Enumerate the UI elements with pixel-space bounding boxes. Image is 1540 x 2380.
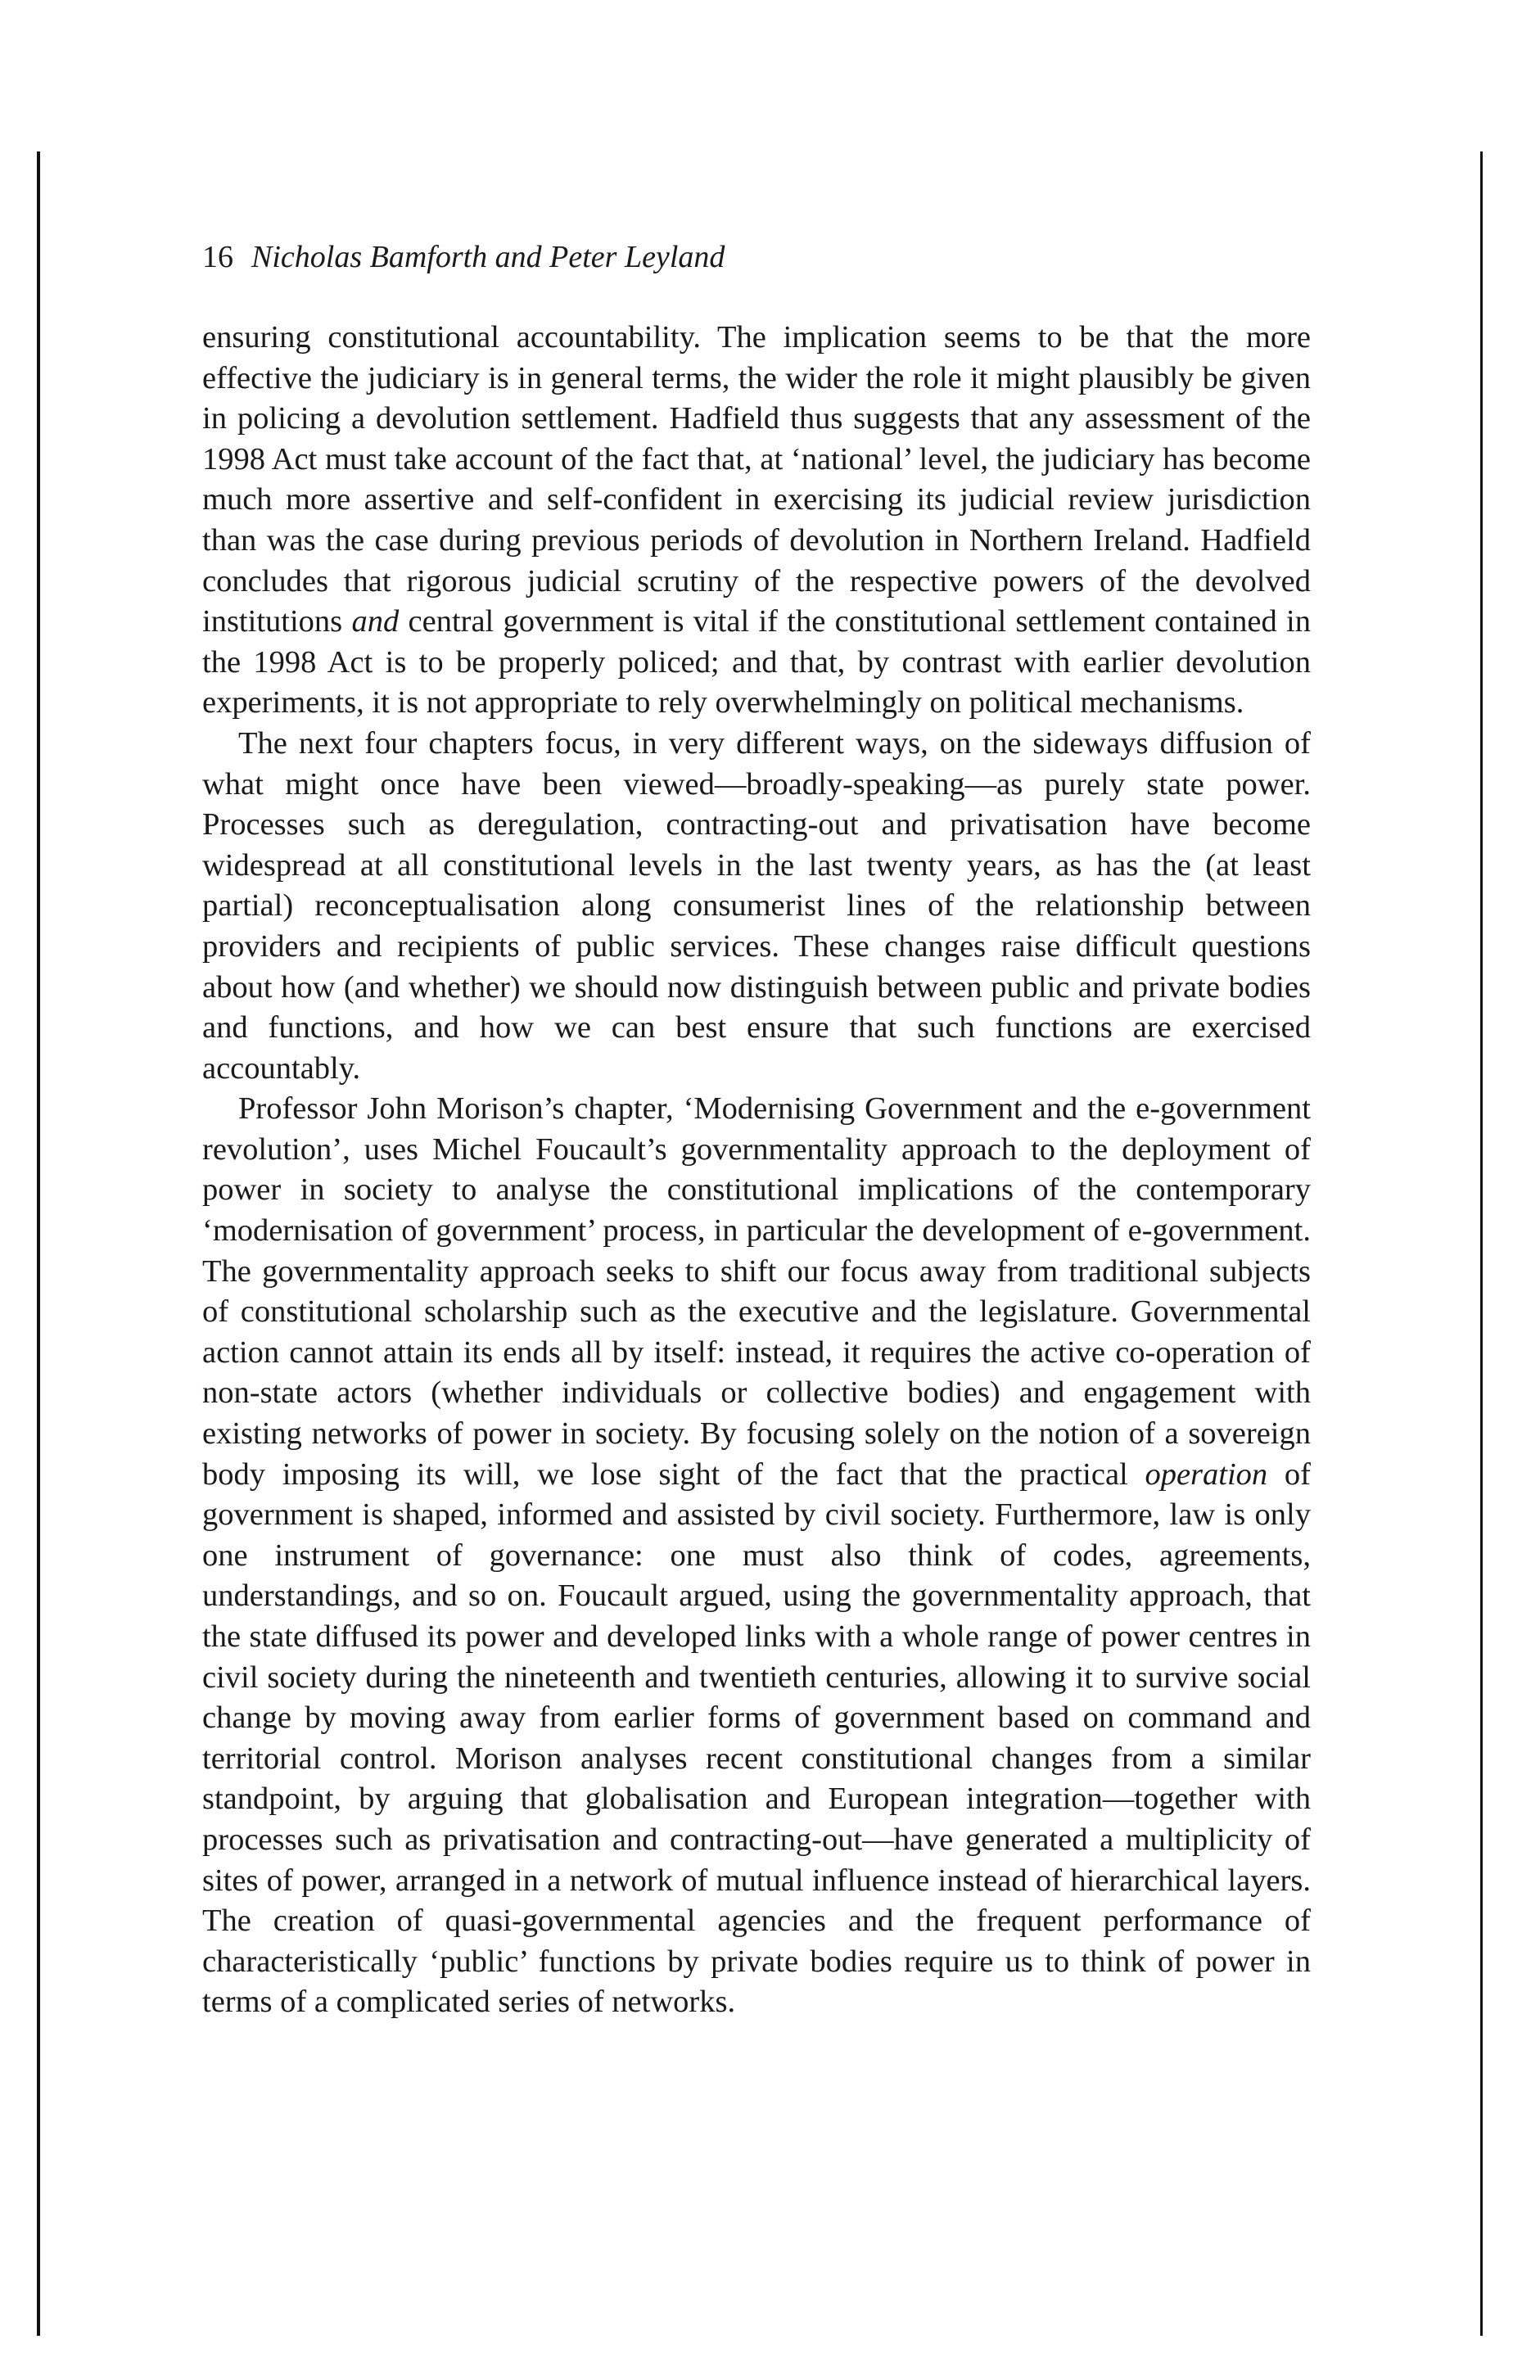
text-segment: central government is vital if the constitutional settlement contained in the 1998 Act is to be properly policed; and that, by contrast with earlier devolution experiments, it is not appropriate to rely overwhelmingly on political mechanisms. bbox=[202, 604, 1311, 720]
paragraph-3 bbox=[202, 1089, 1311, 2023]
page-number: 16 bbox=[202, 240, 233, 274]
page-header bbox=[202, 237, 725, 277]
left-margin-rule bbox=[37, 151, 40, 2336]
paragraph-2: The next four chapters focus, in very different ways, on the sideways diffusion of what might once have been viewed—broadly-speaking—as purely state power. Processes such as deregulation, contracting-out and privatisation have become widespread at all constitutional levels in the last twenty years, as has the (at least partial) reconceptualisation along consumerist lines of the relationship between providers and recipients of public services. These changes raise difficult questions about how (and whether) we should now distinguish between public and private bodies and functions, and how we can best ensure that such functions are exercised accountably. bbox=[202, 725, 1311, 1086]
text-segment: of government is shaped, informed and assisted by civil society. Furthermore, law is only one instrument of governance: one must also think of codes, agreements, understandings, and so on. Foucault argued, using the governmentality approach, that the state diffused its power and developed links with a whole range of power centres in civil society during the nineteenth and twentieth centuries, allowing it to survive social change by moving away from earlier forms of government based on command and territorial control. Morison analyses recent constitutional changes from a similar standpoint, by arguing that globalisation and European integration—together with processes such as privatisation and contracting-out—have generated a multiplicity of sites of power, arranged in a network of mutual influence instead of hierarchical layers. The creation of quasi-governmental agencies and the frequent performance of characteristically ‘public’ functions by private bodies require us to think of power in terms of a complicated series of networks. bbox=[202, 1456, 1311, 2020]
text-segment: ensuring constitutional accountability. The implication seems to be that the more effective the judiciary is in general terms, the wider the role it might plausibly be given in policing a devolution settlement. Hadfield thus suggests that any assessment of the 1998 Act must take account of the fact that, at ‘national’ level, the judiciary has become much more assertive and self-confident in exercising its judicial review jurisdiction than was the case during previous periods of devolution in Northern Ireland. Hadfield concludes that rigorous judicial scrutiny of the respective powers of the devolved institutions bbox=[202, 320, 1311, 639]
running-head: Nicholas Bamforth and Peter Leyland bbox=[251, 240, 725, 274]
right-margin-rule bbox=[1480, 151, 1483, 2336]
body-text bbox=[202, 318, 1311, 2023]
text-segment: Professor John Morison’s chapter, ‘Modernising Government and the e-government revolution’, uses Michel Foucault’s governmentality approach to the deployment of power in society to analyse the constitutional implications of the contemporary ‘modernisation of government’ process, in particular the development of e-government. The governmentality approach seeks to shift our focus away from traditional subjects of constitutional scholarship such as the executive and the legislature. Governmental action cannot attain its ends all by itself: instead, it requires the active co-operation of non-state actors (whether individuals or collective bodies) and engagement with existing networks of power in society. By focusing solely on the notion of a sovereign body imposing its will, we lose sight of the fact that the practical bbox=[202, 1091, 1311, 1492]
emphasis-operation: operation bbox=[1145, 1456, 1268, 1492]
paragraph-1 bbox=[202, 318, 1311, 724]
emphasis-and: and bbox=[351, 604, 400, 639]
